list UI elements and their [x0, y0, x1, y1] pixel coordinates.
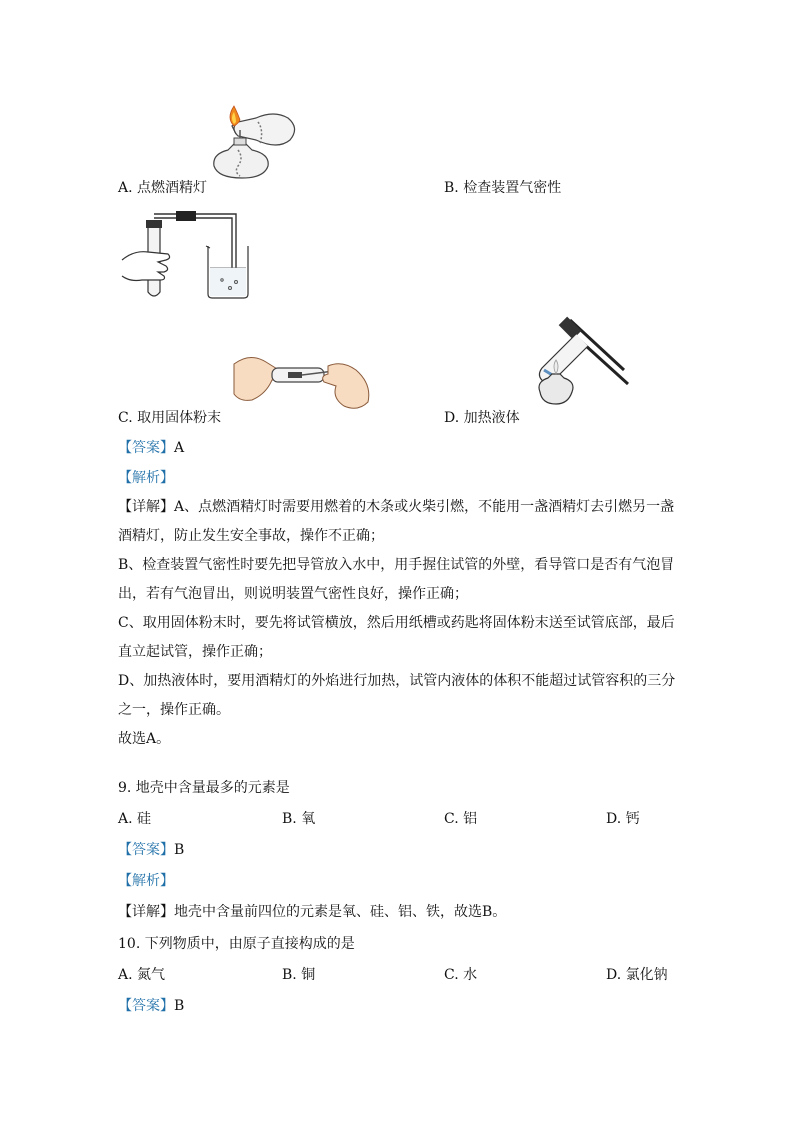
figure-airtightness-check: [118, 206, 252, 302]
detail-d-line1: D、加热液体时，要用酒精灯的外焰进行加热，试管内液体的体积不能超过试管容积的三分: [118, 673, 676, 689]
q10-answer-line: [118, 996, 184, 1016]
option-9d: D. 钙: [606, 811, 640, 827]
option-9c: C. 铝: [444, 811, 478, 827]
option-8b: B. 检查装置气密性: [444, 180, 562, 196]
detail-tag: 【详解】: [118, 904, 174, 920]
figure-alcohol-lamp-lighting: [208, 100, 308, 182]
q9-detail-text: 地壳中含量前四位的元素是氧、硅、铝、铁，故选B。: [174, 904, 507, 920]
option-8c: C. 取用固体粉末: [118, 410, 222, 426]
q8-detail: [118, 493, 678, 754]
figure-solid-powder: [232, 350, 374, 414]
q9-question: 9. 地壳中含量最多的元素是: [118, 780, 290, 796]
q8-analysis-tag: 【解析】: [118, 470, 174, 486]
option-9b: B. 氧: [282, 811, 316, 827]
option-10a: A. 氮气: [118, 967, 166, 983]
answer-tag: 【答案】: [118, 842, 174, 858]
detail-tag: 【详解】: [118, 499, 174, 515]
answer-tag: 【答案】: [118, 440, 174, 456]
detail-c-line2: 直立起试管，操作正确；: [118, 644, 272, 660]
q8-conclusion: 故选A。: [118, 731, 171, 747]
q9-answer: B: [174, 842, 185, 858]
q9-detail: [118, 902, 506, 922]
detail-b-line2: 出，若有气泡冒出，则说明装置气密性良好，操作正确；: [118, 586, 468, 602]
detail-a-line2: 酒精灯，防止发生安全事故，操作不正确；: [118, 528, 384, 544]
detail-d-line2: 之一，操作正确。: [118, 702, 230, 718]
q9-analysis-tag: 【解析】: [118, 873, 174, 889]
option-10b: B. 铜: [282, 967, 316, 983]
answer-tag: 【答案】: [118, 998, 174, 1014]
q10-question: 10. 下列物质中，由原子直接构成的是: [118, 936, 355, 952]
q8-answer: A: [174, 440, 185, 456]
q10-answer: B: [174, 998, 185, 1014]
option-9a: A. 硅: [118, 811, 152, 827]
detail-b-line1: B、检查装置气密性时要先把导管放入水中，用手握住试管的外壁，看导管口是否有气泡冒: [118, 557, 675, 573]
option-8d: D. 加热液体: [444, 410, 520, 426]
detail-c-line1: C、取用固体粉末时，要先将试管横放，然后用纸槽或药匙将固体粉末送至试管底部，最后: [118, 615, 675, 631]
option-10c: C. 水: [444, 967, 478, 983]
option-8a: A. 点燃酒精灯: [118, 180, 208, 196]
q8-answer-line: [118, 438, 184, 458]
detail-a-line1: A、点燃酒精灯时需要用燃着的木条或火柴引燃，不能用一盏酒精灯去引燃另一盏: [174, 499, 675, 515]
option-10d: D. 氯化钠: [606, 967, 668, 983]
figure-heating-liquid: [524, 312, 634, 412]
q9-answer-line: [118, 840, 184, 860]
